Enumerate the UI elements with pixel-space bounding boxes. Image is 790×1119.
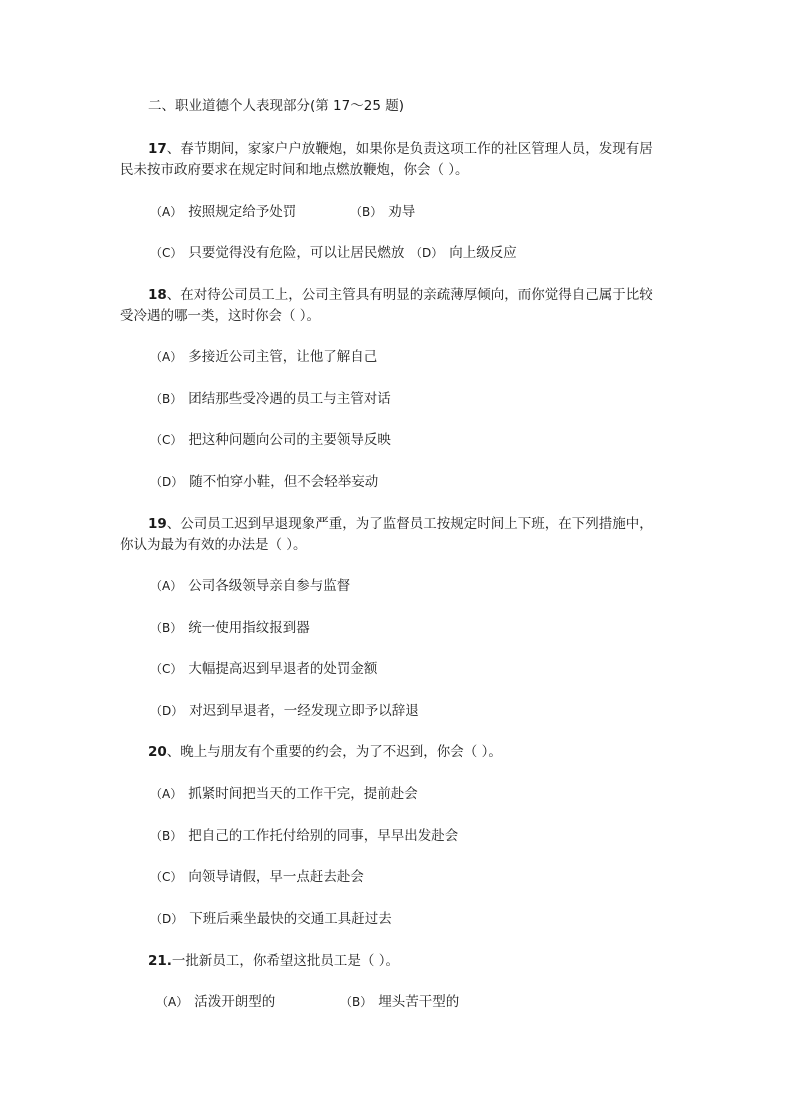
question-17-option-b: （B） 劝导 (350, 204, 416, 220)
question-19-option-c: （C） 大幅提高迟到早退者的处罚金额 (150, 661, 378, 677)
question-18-option-c: （C） 把这种问题向公司的主要领导反映 (150, 432, 391, 448)
question-21-option-a: （A） 活泼开朗型的 (156, 994, 276, 1010)
question-21-option-b: （B） 埋头苦干型的 (340, 994, 460, 1010)
question-number: 18 (148, 287, 167, 303)
question-text: 、在对待公司员工上，公司主管具有明显的亲疏薄厚倾向，而你觉得自己属于比较 (166, 287, 653, 303)
section-title: 二、职业道德个人表现部分(第 17～25 题) (148, 98, 404, 114)
question-20-option-a: （A） 抓紧时间把当天的工作干完，提前赴会 (150, 786, 418, 802)
question-20-stem-line1 (148, 742, 502, 762)
question-number: 19 (148, 516, 167, 532)
question-17-option-a: （A） 按照规定给予处罚 (150, 204, 297, 220)
question-text: 一批新员工，你希望这批员工是（ ）。 (171, 953, 399, 969)
question-number: 21. (148, 953, 172, 969)
question-17-option-c: （C） 只要觉得没有危险，可以让居民燃放 (150, 245, 405, 261)
question-20-option-c: （C） 向领导请假，早一点赶去赴会 (150, 869, 364, 885)
question-text: 、晚上与朋友有个重要的约会，为了不迟到，你会（ ）。 (166, 744, 502, 760)
question-20-option-d: （D） 下班后乘坐最快的交通工具赶过去 (150, 911, 392, 927)
question-18-option-a: （A） 多接近公司主管，让他了解自己 (150, 349, 378, 365)
question-19-stem-line2: 你认为最为有效的办法是（ ）。 (120, 537, 307, 553)
question-text: 、春节期间，家家户户放鞭炮，如果你是负责这项工作的社区管理人员，发现有居 (166, 141, 653, 157)
question-17-stem-line2: 民未按市政府要求在规定时间和地点燃放鞭炮，你会（ ）。 (120, 162, 469, 178)
question-18-stem-line2: 受冷遇的哪一类，这时你会（ ）。 (120, 308, 321, 324)
question-text: 、公司员工迟到早退现象严重，为了监督员工按规定时间上下班，在下列措施中， (166, 516, 653, 532)
question-17-option-d: （D） 向上级反应 (410, 245, 517, 261)
question-19-option-d: （D） 对迟到早退者，一经发现立即予以辞退 (150, 703, 419, 719)
question-number: 17 (148, 141, 167, 157)
question-18-option-b: （B） 团结那些受冷遇的员工与主管对话 (150, 391, 391, 407)
question-18-option-d: （D） 随不怕穿小鞋，但不会轻举妄动 (150, 474, 379, 490)
question-17-stem-line1 (148, 139, 653, 159)
question-number: 20 (148, 744, 167, 760)
question-19-option-a: （A） 公司各级领导亲自参与监督 (150, 578, 351, 594)
question-18-stem-line1 (148, 285, 653, 305)
question-19-stem-line1 (148, 514, 653, 534)
question-21-stem-line1 (148, 951, 399, 971)
question-20-option-b: （B） 把自己的工作托付给别的同事，早早出发赴会 (150, 828, 459, 844)
question-19-option-b: （B） 统一使用指纹报到器 (150, 620, 310, 636)
